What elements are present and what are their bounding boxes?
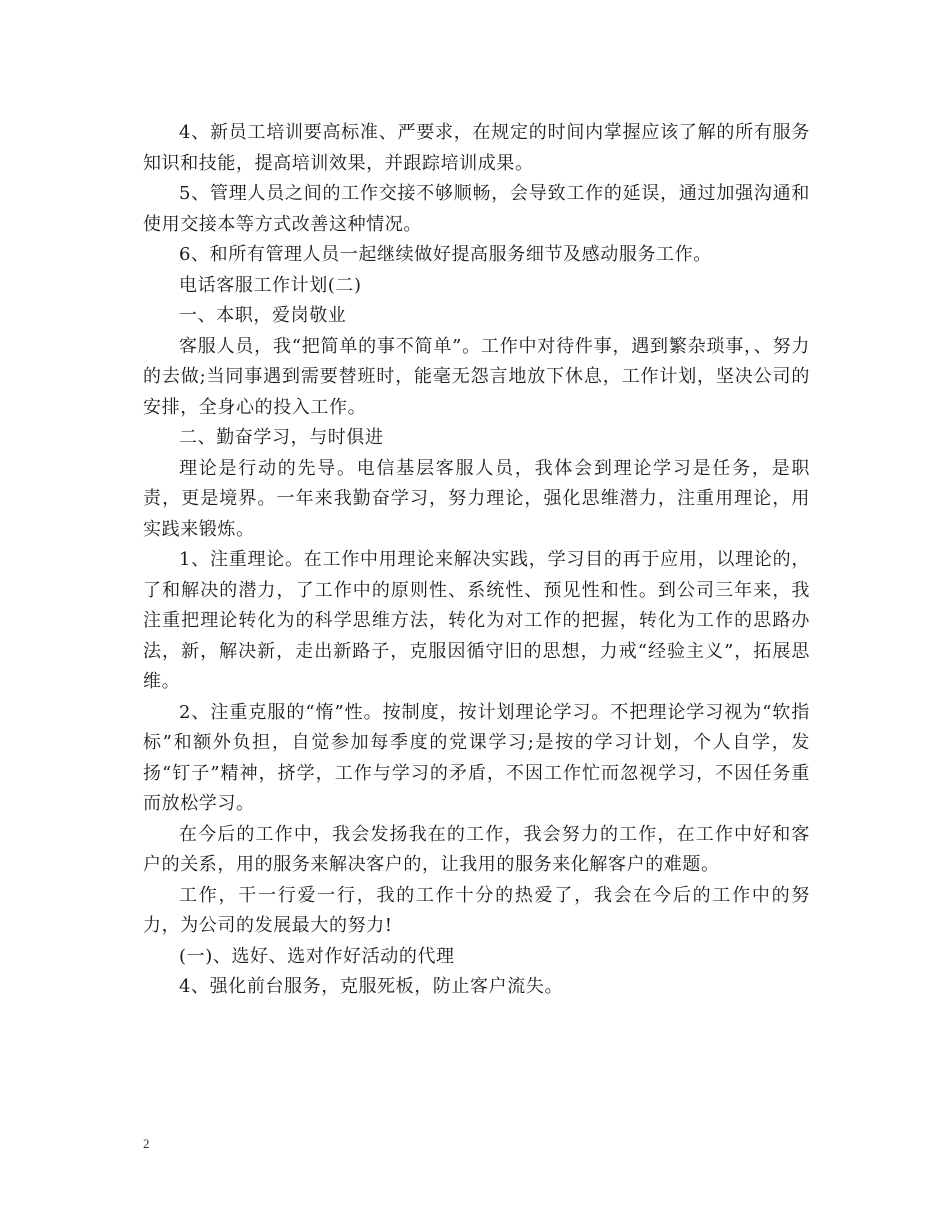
page-number: 2 — [143, 1136, 150, 1151]
paragraph-love-work: 工作，干一行爱一行，我的工作十分的热爱了，我会在今后的工作中的努力，为公司的发展最大的努力! — [143, 884, 810, 936]
paragraph-front-desk: 4、强化前台服务，克服死板，防止客户流失。 — [179, 976, 564, 997]
paragraph-overcome-inertia: 2、注重克服的“惰”性。按制度，按计划理论学习。不把理论学习视为“软指标”和额外负担，自觉参加每季度的党课学习;是按的学习计划，个人自学，发扬“钉子”精神，挤学，工作与学习的矛盾，不因工作忙而忽视学习，不因任务重而放松学习。 — [143, 701, 810, 814]
paragraph-training-standards: 4、新员工培训要高标准、严要求，在规定的时间内掌握应该了解的所有服务知识和技能，提高培训效果，并跟踪培训成果。 — [143, 122, 810, 174]
paragraph-study: 理论是行动的先导。电信基层客服人员，我体会到理论学习是任务，是职责，更是境界。一年来我勤奋学习，努力理论，强化思维潜力，注重用理论，用实践来锻炼。 — [143, 457, 810, 540]
paragraph-theory: 1、注重理论。在工作中用理论来解决实践，学习目的再于应用，以理论的，了和解决的潜力，了工作中的原则性、系统性、预见性和性。到公司三年来，我注重把理论转化为的科学思维方法，转化为对工作的把握，转化为工作的思路办法，新，解决新，走出新路子，克服因循守旧的思想，力戒“经验主义”，拓展思维。 — [143, 549, 810, 692]
heading-dedication: 一、本职，爱岗敬业 — [179, 305, 347, 326]
paragraph-future-work: 在今后的工作中，我会发扬我在的工作，我会努力的工作，在工作中好和客户的关系，用的服务来解决客户的，让我用的服务来化解客户的难题。 — [143, 823, 810, 875]
document-body — [143, 118, 810, 1003]
paragraph-handover: 5、管理人员之间的工作交接不够顺畅，会导致工作的延误，通过加强沟通和使用交接本等方式改善这种情况。 — [143, 183, 810, 235]
section-title: 电话客服工作计划(二) — [179, 274, 362, 296]
paragraph-service-details: 6、和所有管理人员一起继续做好提高服务细节及感动服务工作。 — [179, 244, 712, 265]
heading-study: 二、勤奋学习，与时俱进 — [179, 427, 384, 448]
paragraph-choose-agent: (一)、选好、选对作好活动的代理 — [179, 945, 455, 967]
paragraph-dedication: 客服人员，我“把简单的事不简单”。工作中对待件事，遇到繁杂琐事，、努力的去做;当同事遇到需要替班时，能毫无怨言地放下休息，工作计划，坚决公司的安排，全身心的投入工作。 — [143, 335, 810, 418]
